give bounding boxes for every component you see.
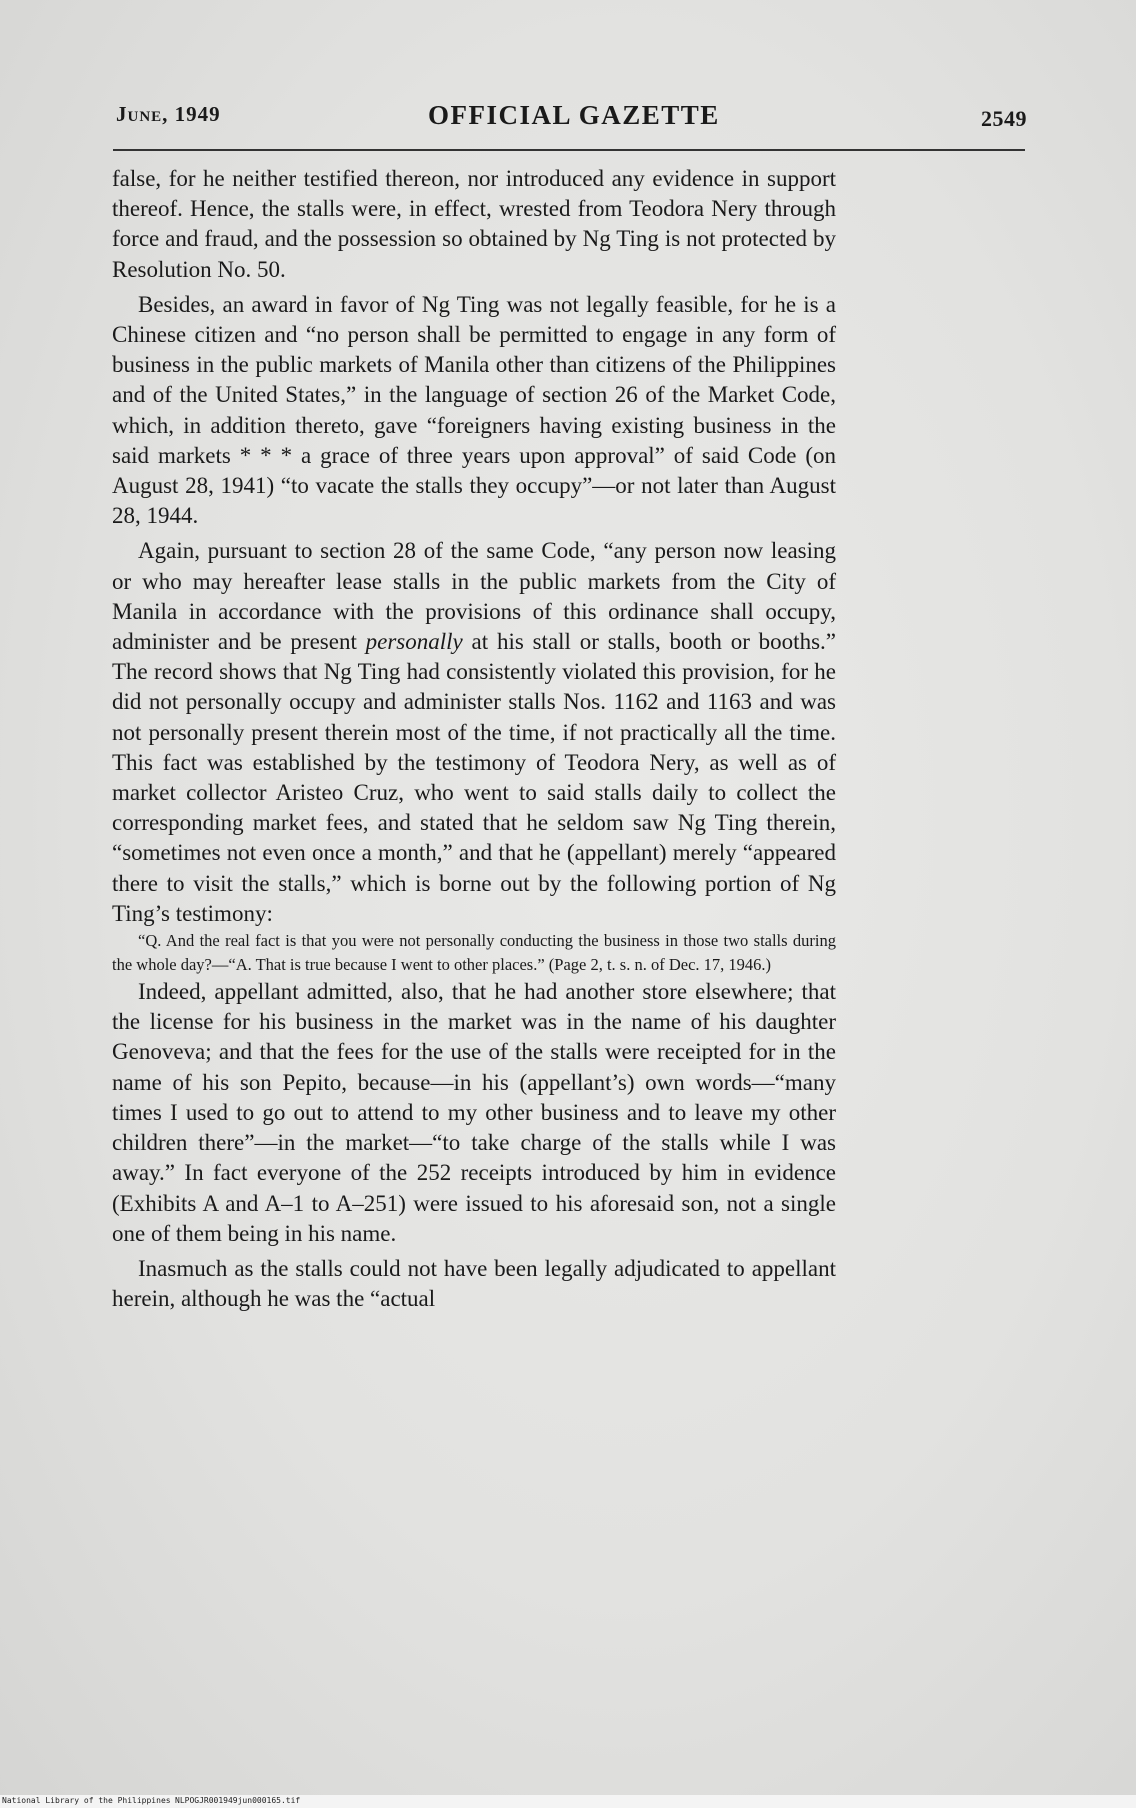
paragraph-3-part-3: booth or booths.” The record shows that Ng Ting had consistently violated this provision, for he did not personally occupy and administer stalls Nos. 1162 and 1163 and was not personally present therein most of the time, if not practically all the time. This fact was established by the testimony of Teodora Nery, as well as of market collector Aristeo Cruz, who went to said stalls daily to collect the corresponding market fees, and stated that he seldom saw Ng Ting therein, “sometimes not even once a month,” and that he (appellant) merely “appeared there to visit the stalls,” which is borne out by the following portion of Ng Ting’s testimony: — [112, 629, 836, 926]
header-rule — [113, 149, 1025, 151]
paragraph-3-part-2: at his stall or stalls, — [462, 629, 670, 655]
body-text — [112, 164, 836, 1314]
paragraph-3-part-1: Again, pursuant to section 28 of the same Code, “any person now leasing or who may hereafter lease stalls in the public markets from the City of Manila in accordance with the provisions of this ordinance shall occupy, administer and be present — [112, 538, 836, 655]
paragraph-4: Indeed, appellant admitted, also, that he had another store elsewhere; that the license for his business in the market was in the name of his daughter Genoveva; and that the fees for the use of the stalls were receipted for in the name of his son Pepito, because—in his (appellant’s) own words—“many times I used to go out to attend to my other business and to leave my other children there”—in the market—“to take charge of the stalls while I was away.” In fact everyone of the 252 receipts introduced by him in evidence (Exhibits A and A–1 to A–251) were issued to his aforesaid son, not a single one of them being in his name. — [112, 979, 836, 1246]
running-header — [113, 100, 1027, 136]
header-date: June, 1949 — [116, 102, 221, 126]
paragraph-1: false, for he neither testified thereon, nor introduced any evidence in support thereof. Hence, the stalls were, in effect, wrested from Teodora Nery through force and fraud, and the possession so obtained by Ng Ting is not protected by Resolution No. 50. — [112, 166, 836, 282]
scan-filename: NLPOGJR001949jun000165.tif — [175, 1796, 301, 1805]
publication-title: OFFICIAL GAZETTE — [428, 100, 720, 130]
library-credit: National Library of the Philippines — [2, 1796, 171, 1805]
paragraph-3 — [112, 536, 836, 929]
scan-footer — [0, 1795, 1136, 1808]
page-number: 2549 — [981, 106, 1027, 131]
testimony-quote: “Q. And the real fact is that you were not personally conducting the business in those two stalls during the whole day?—“A. That is true because I went to other places.” (Page 2, t. s. n. of Dec. 17, 1946.) — [112, 931, 836, 975]
paragraph-2: Besides, an award in favor of Ng Ting was not legally feasible, for he is a Chinese citizen and “no person shall be permitted to engage in any form of business in the public markets of Manila other than citizens of the Philippines and of the United States,” in the language of section 26 of the Market Code, which, in addition thereto, gave “foreigners having existing business in the said markets * * * a grace of three years upon approval” of said Code (on August 28, 1941) “to vacate the stalls they occupy”—or not later than August 28, 1944. — [112, 291, 836, 529]
emphasis-personally: personally — [365, 629, 463, 655]
paragraph-5: Inasmuch as the stalls could not have been legally adjudicated to appellant herein, although he was the “actual — [112, 1255, 836, 1312]
